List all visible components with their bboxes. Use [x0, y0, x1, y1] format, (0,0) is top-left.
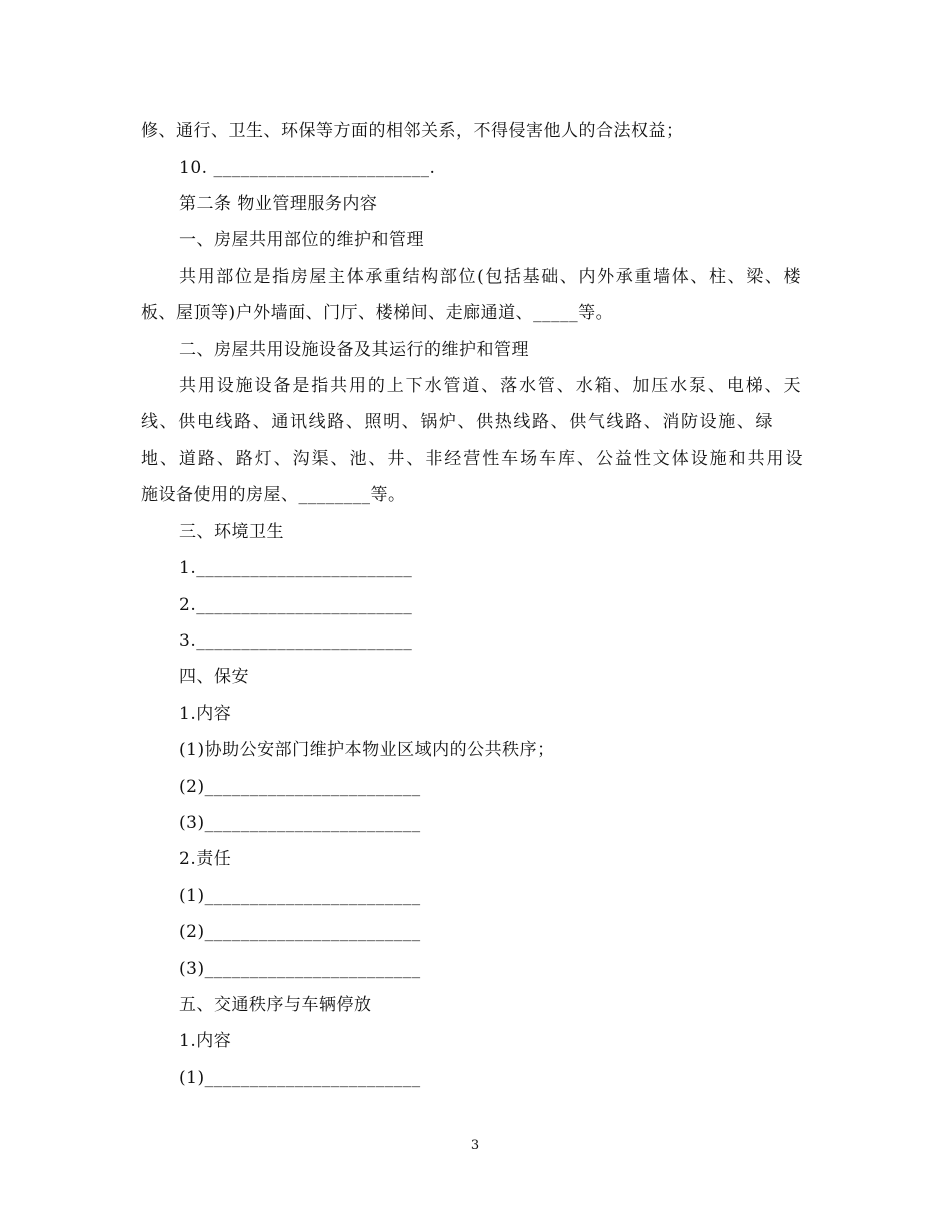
subsection-heading: 五、交通秩序与车辆停放 [179, 995, 372, 1015]
text-line: 修、通行、卫生、环保等方面的相邻关系，不得侵害他人的合法权益； [141, 121, 684, 141]
text-line: 共用设施设备是指共用的上下水管道、落水管、水箱、加压水泵、电梯、天 [179, 376, 801, 396]
list-item: (1)协助公安部门维护本物业区域内的公共秩序； [179, 740, 555, 760]
subsection-heading: 二、房屋共用设施设备及其运行的维护和管理 [179, 340, 529, 360]
list-item: (1)________________________ [179, 886, 421, 906]
list-item: 3.________________________ [179, 631, 413, 651]
text-line: 施设备使用的房屋、________等。 [141, 485, 406, 505]
section-heading: 第二条 物业管理服务内容 [179, 194, 378, 214]
subsection-heading: 一、房屋共用部位的维护和管理 [179, 230, 424, 250]
list-item: 1.________________________ [179, 558, 413, 578]
subsection-heading: 四、保安 [179, 667, 249, 687]
list-item: 2.________________________ [179, 595, 413, 615]
list-item: (1)________________________ [179, 1068, 421, 1088]
list-heading: 1.内容 [179, 1031, 232, 1051]
text-line: 10. ________________________. [179, 158, 436, 178]
list-heading: 2.责任 [179, 849, 232, 869]
list-item: (2)________________________ [179, 922, 421, 942]
text-line: 地、道路、路灯、沟渠、池、井、非经营性车场车库、公益性文体设施和共用设 [141, 449, 803, 469]
text-line: 板、屋顶等)户外墙面、门厅、楼梯间、走廊通道、_____等。 [141, 303, 614, 323]
list-item: (2)________________________ [179, 777, 421, 797]
list-item: (3)________________________ [179, 813, 421, 833]
list-heading: 1.内容 [179, 704, 232, 724]
text-line: 共用部位是指房屋主体承重结构部位(包括基础、内外承重墙体、柱、梁、楼 [179, 267, 801, 287]
list-item: (3)________________________ [179, 959, 421, 979]
page-number: 3 [470, 1138, 480, 1153]
text-line: 线、供电线路、通讯线路、照明、锅炉、供热线路、供气线路、消防设施、绿 [141, 412, 773, 432]
subsection-heading: 三、环境卫生 [179, 522, 284, 542]
